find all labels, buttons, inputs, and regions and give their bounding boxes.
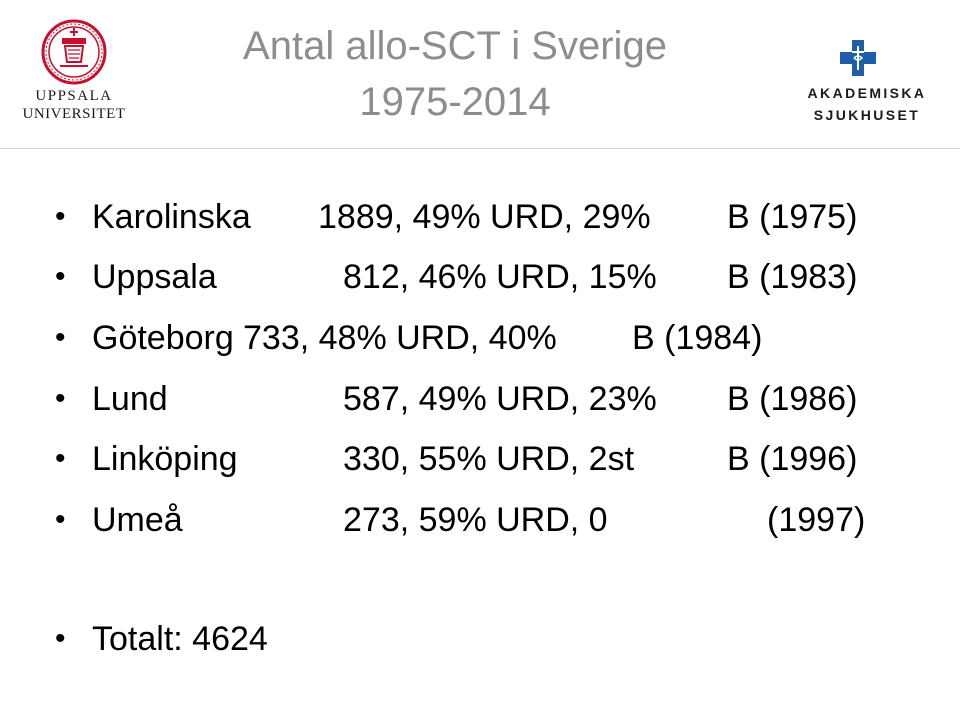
bullet-icon: • <box>55 503 66 536</box>
list-item <box>0 313 960 363</box>
list-item <box>0 192 960 242</box>
list-item <box>0 434 960 484</box>
bullet-icon: • <box>55 622 66 655</box>
title-line-2: 1975-2014 <box>359 80 551 124</box>
start-year: B (1983) <box>727 258 858 296</box>
transplant-stats: 1889, 49% URD, 29% <box>318 198 651 236</box>
hospital-name: Karolinska <box>92 198 251 236</box>
logo-left-line2: UNIVERSITET <box>22 106 126 122</box>
list-item <box>0 374 960 424</box>
list-item <box>0 495 960 545</box>
logo-right-line2: SJUKHUSET <box>813 107 921 123</box>
bullet-icon: • <box>55 321 66 354</box>
hospital-name: Lund <box>92 380 168 418</box>
bullet-icon: • <box>55 200 66 233</box>
start-year: B (1986) <box>727 380 858 418</box>
bullet-icon: • <box>55 382 66 415</box>
bullet-icon: • <box>55 442 66 475</box>
hospital-name: Umeå <box>92 501 183 539</box>
bullet-icon: • <box>55 260 66 293</box>
hospital-name: Linköping <box>92 440 238 478</box>
transplant-stats: 733, 48% URD, 40% <box>243 319 557 357</box>
title-line-1: Antal allo-SCT i Sverige <box>243 24 667 68</box>
transplant-stats: 273, 59% URD, 0 <box>343 501 608 539</box>
transplant-stats: 330, 55% URD, 2st <box>343 440 635 478</box>
hospital-name: Göteborg <box>92 319 234 357</box>
total-item <box>0 614 960 664</box>
transplant-stats: 812, 46% URD, 15% <box>343 258 657 296</box>
start-year: B (1984) <box>632 319 763 357</box>
start-year: B (1996) <box>727 440 858 478</box>
hospital-name: Uppsala <box>92 258 217 296</box>
transplant-stats: 587, 49% URD, 23% <box>343 380 657 418</box>
start-year: (1997) <box>767 501 866 539</box>
logo-left-line1: UPPSALA <box>35 88 113 104</box>
start-year: B (1975) <box>727 198 858 236</box>
logo-right-line1: AKADEMISKA <box>807 85 927 101</box>
list-item <box>0 252 960 302</box>
total-text: Totalt: 4624 <box>92 620 268 658</box>
